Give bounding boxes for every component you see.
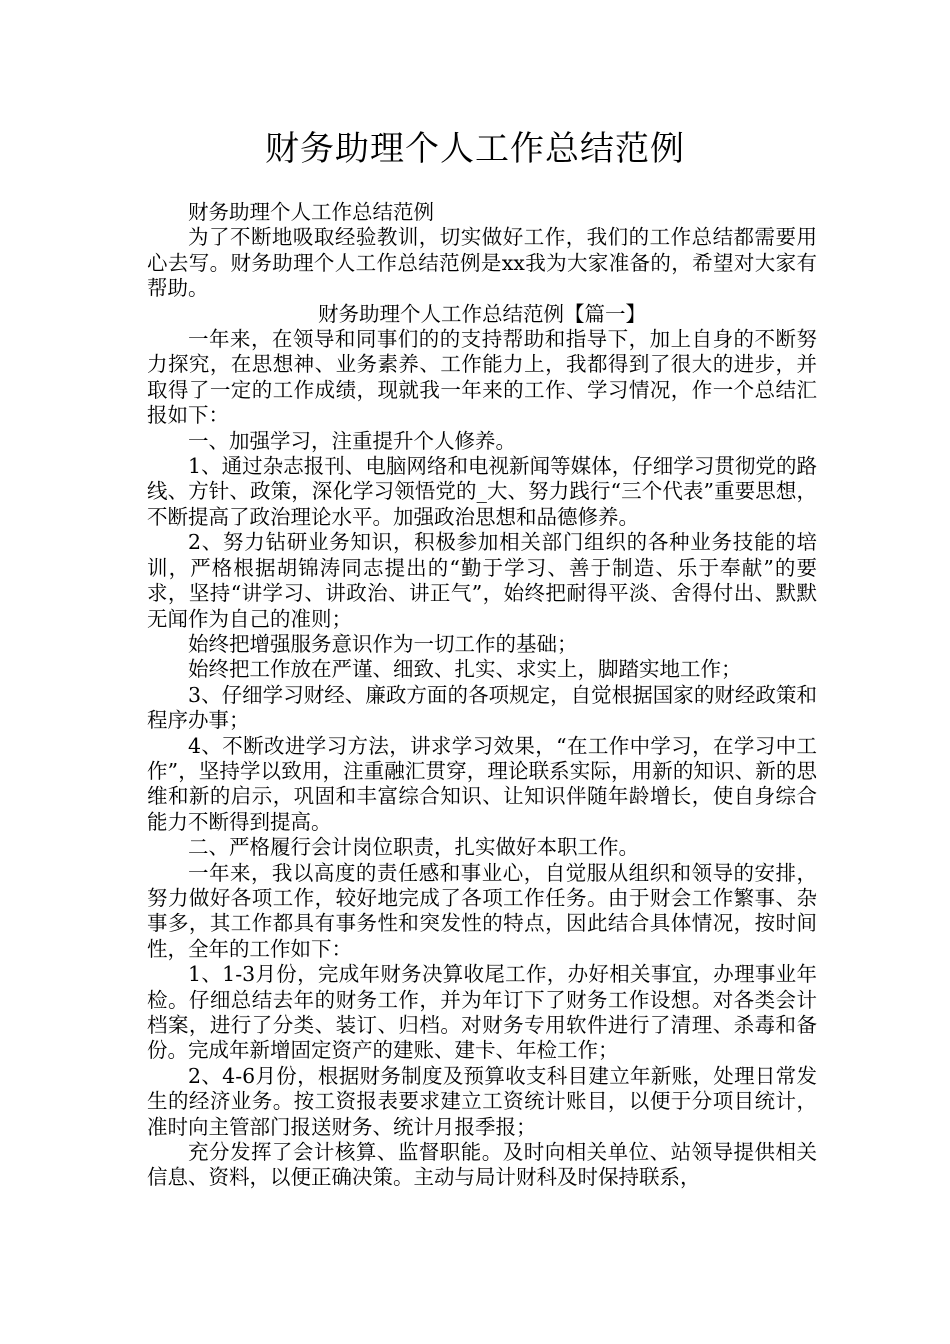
section-heading: 财务助理个人工作总结范例【篇一】: [318, 301, 646, 326]
document-title: 财务助理个人工作总结范例: [265, 129, 685, 169]
paragraph-intro: 为了不断地吸取经验教训，切实做好工作，我们的工作总结都需要用心去写。财务助理个人工作总结范例是xx我为大家准备的，希望对大家有帮助。: [147, 225, 817, 301]
paragraph: 4、不断改进学习方法，讲求学习效果，“在工作中学习，在学习中工作”，坚持学以致用，注重融汇贯穿，理论联系实际，用新的知识、新的思维和新的启示，巩固和丰富综合知识、让知识伴随年龄增长，使自身综合能力不断得到提高。: [147, 733, 817, 834]
paragraph: 1、1-3月份，完成年财务决算收尾工作，办好相关事宜，办理事业年检。仔细总结去年的财务工作，并为年订下了财务工作设想。对各类会计档案，进行了分类、装订、归档。对财务专用软件进行了清理、杀毒和备份。完成年新增固定资产的建账、建卡、年检工作；: [147, 962, 817, 1063]
subheading: 一、加强学习，注重提升个人修养。: [188, 428, 516, 453]
paragraph: 3、仔细学习财经、廉政方面的各项规定，自觉根据国家的财经政策和程序办事；: [147, 682, 817, 733]
paragraph: 2、努力钻研业务知识，积极参加相关部门组织的各种业务技能的培训，严格根据胡锦涛同志提出的“勤于学习、善于制造、乐于奉献”的要求，坚持“讲学习、讲政治、讲正气”，始终把耐得平淡、舍得付出、默默无闻作为自己的准则；: [147, 530, 817, 631]
paragraph: 一年来，在领导和同事们的的支持帮助和指导下，加上自身的不断努力探究，在思想神、业务素养、工作能力上，我都得到了很大的进步，并取得了一定的工作成绩，现就我一年来的工作、学习情况，作一个总结汇报如下：: [147, 327, 817, 428]
paragraph: 充分发挥了会计核算、监督职能。及时向相关单位、站领导提供相关信息、资料，以便正确决策。主动与局计财科及时保持联系，: [147, 1140, 817, 1190]
paragraph: 始终把工作放在严谨、细致、扎实、求实上，脚踏实地工作；: [188, 657, 742, 682]
paragraph: 一年来，我以高度的责任感和事业心，自觉服从组织和领导的安排，努力做好各项工作，较好地完成了各项工作任务。由于财会工作繁事、杂事多，其工作都具有事务性和突发性的特点，因此结合具体情况，按时间性，全年的工作如下：: [147, 860, 817, 961]
document-body: [147, 200, 817, 1191]
paragraph-subtitle: 财务助理个人工作总结范例: [188, 200, 434, 224]
paragraph: 1、通过杂志报刊、电脑网络和电视新闻等媒体，仔细学习贯彻党的路线、方针、政策，深化学习领悟党的_大、努力践行“三个代表”重要思想，不断提高了政治理论水平。加强政治思想和品德修养。: [147, 454, 817, 529]
paragraph: 2、4-6月份，根据财务制度及预算收支科目建立年新账，处理日常发生的经济业务。按工资报表要求建立工资统计账目，以便于分项目统计，准时向主管部门报送财务、统计月报季报；: [147, 1063, 817, 1139]
subheading: 二、严格履行会计岗位职责，扎实做好本职工作。: [188, 835, 639, 860]
paragraph: 始终把增强服务意识作为一切工作的基础；: [188, 631, 578, 656]
